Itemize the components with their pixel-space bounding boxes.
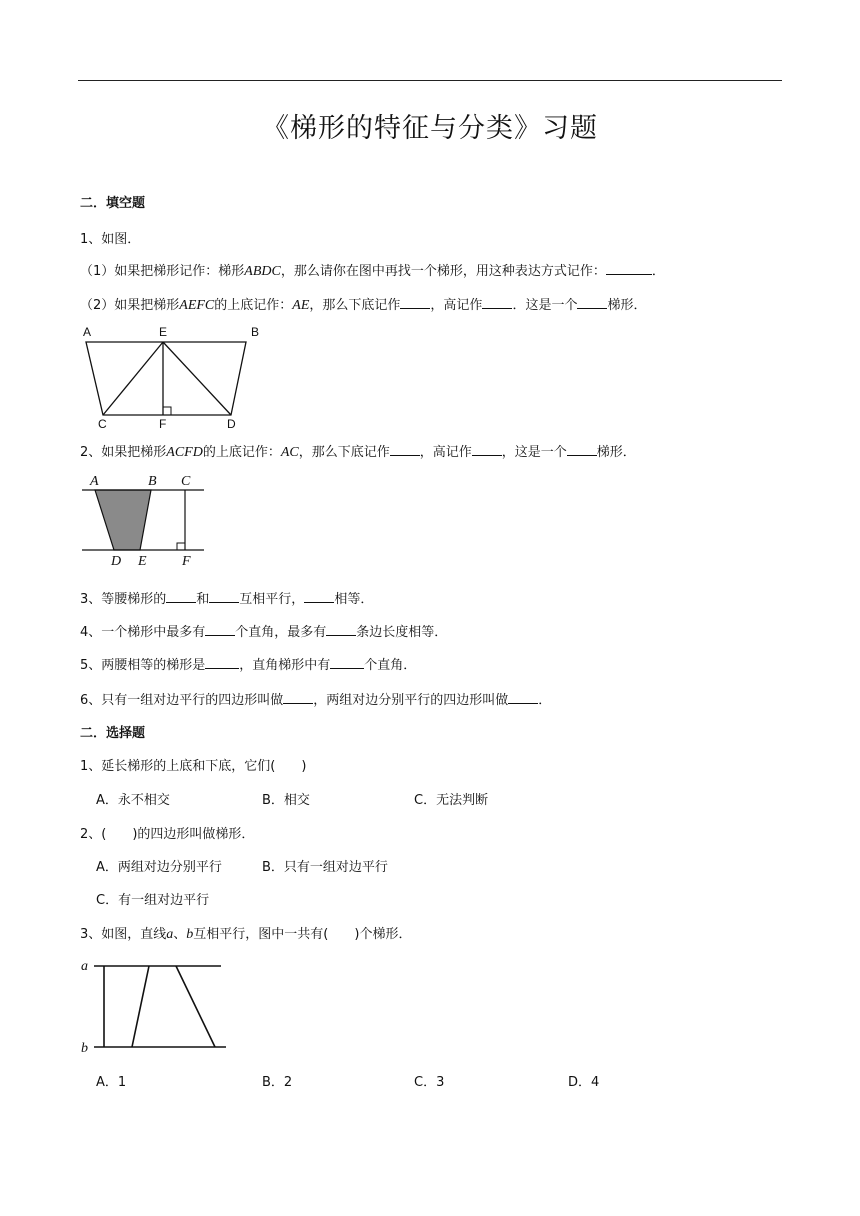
label-d: D: [111, 554, 122, 569]
label-d: D: [227, 417, 236, 430]
q1-part2: （2）如果把梯形AEFC的上底记作：AE，那么下底记作 ，高记作 ．这是一个 梯形．: [80, 298, 647, 313]
answer-blank[interactable]: [482, 296, 512, 309]
label-c: C: [181, 474, 191, 489]
answer-blank[interactable]: [326, 623, 356, 636]
c1-option-a[interactable]: A．永不相交: [96, 793, 170, 808]
c3-option-b[interactable]: B．2: [262, 1075, 293, 1090]
answer-blank[interactable]: [400, 296, 430, 309]
answer-blank[interactable]: [304, 590, 334, 603]
header-rule: [78, 80, 782, 81]
page-title: 《梯形的特征与分类》习题: [262, 113, 598, 144]
label-f: F: [159, 417, 167, 430]
label-line-b: b: [81, 1041, 88, 1056]
label-e: E: [138, 554, 147, 569]
answer-blank[interactable]: [283, 691, 313, 704]
answer-blank[interactable]: [606, 262, 652, 275]
c3-parallel-lines-figure: [78, 952, 233, 1058]
c1-stem: 1、延长梯形的上底和下底，它们( ): [80, 759, 307, 774]
label-a: A: [83, 325, 92, 339]
answer-blank[interactable]: [205, 623, 235, 636]
q3-text: 3、等腰梯形的 和 互相平行， 相等．: [80, 592, 374, 607]
answer-blank[interactable]: [205, 656, 239, 669]
c1-option-b[interactable]: B．相交: [262, 793, 310, 808]
q1-part1: （1）如果把梯形记作：梯形ABDC，那么请你在图中再找一个梯形，用这种表达方式记作： ．: [80, 264, 665, 279]
label-line-a: a: [81, 959, 88, 974]
c3-stem: 3、如图，直线a、b互相平行，图中一共有( )个梯形．: [80, 927, 412, 942]
label-f: F: [182, 554, 191, 569]
q1-stem: 1、如图．: [80, 232, 141, 247]
q4-text: 4、一个梯形中最多有 个直角，最多有 条边长度相等．: [80, 625, 448, 640]
answer-blank[interactable]: [577, 296, 607, 309]
label-b: B: [148, 474, 157, 489]
c1-option-c[interactable]: C．无法判断: [414, 793, 489, 808]
q2-trapezoid-figure: [78, 472, 208, 570]
c3-option-a[interactable]: A．1: [96, 1075, 127, 1090]
q5-text: 5、两腰相等的梯形是 ，直角梯形中有 个直角．: [80, 658, 417, 673]
c2-option-b[interactable]: B．只有一组对边平行: [262, 860, 388, 875]
section-choice-heading: 二．选择题: [80, 726, 146, 741]
c2-option-a[interactable]: A．两组对边分别平行: [96, 860, 222, 875]
label-b: B: [251, 325, 260, 339]
label-a: A: [90, 474, 99, 489]
answer-blank[interactable]: [209, 590, 239, 603]
c3-option-c[interactable]: C．3: [414, 1075, 445, 1090]
c2-option-c[interactable]: C．有一组对边平行: [96, 893, 210, 908]
answer-blank[interactable]: [472, 443, 502, 456]
section-fill-in-heading: 二．填空题: [80, 196, 146, 211]
q1-trapezoid-figure: [78, 322, 268, 430]
c3-option-d[interactable]: D．4: [568, 1075, 600, 1090]
answer-blank[interactable]: [330, 656, 364, 669]
answer-blank[interactable]: [567, 443, 597, 456]
answer-blank[interactable]: [508, 691, 538, 704]
answer-blank[interactable]: [166, 590, 196, 603]
answer-blank[interactable]: [390, 443, 420, 456]
label-e: E: [159, 325, 168, 339]
c2-stem: 2、( )的四边形叫做梯形．: [80, 827, 255, 842]
q6-text: 6、只有一组对边平行的四边形叫做 ，两组对边分别平行的四边形叫做 ．: [80, 693, 552, 708]
q2-text: 2、如果把梯形ACFD的上底记作：AC，那么下底记作 ，高记作 ，这是一个 梯形．: [80, 445, 636, 460]
label-c: C: [98, 417, 107, 430]
